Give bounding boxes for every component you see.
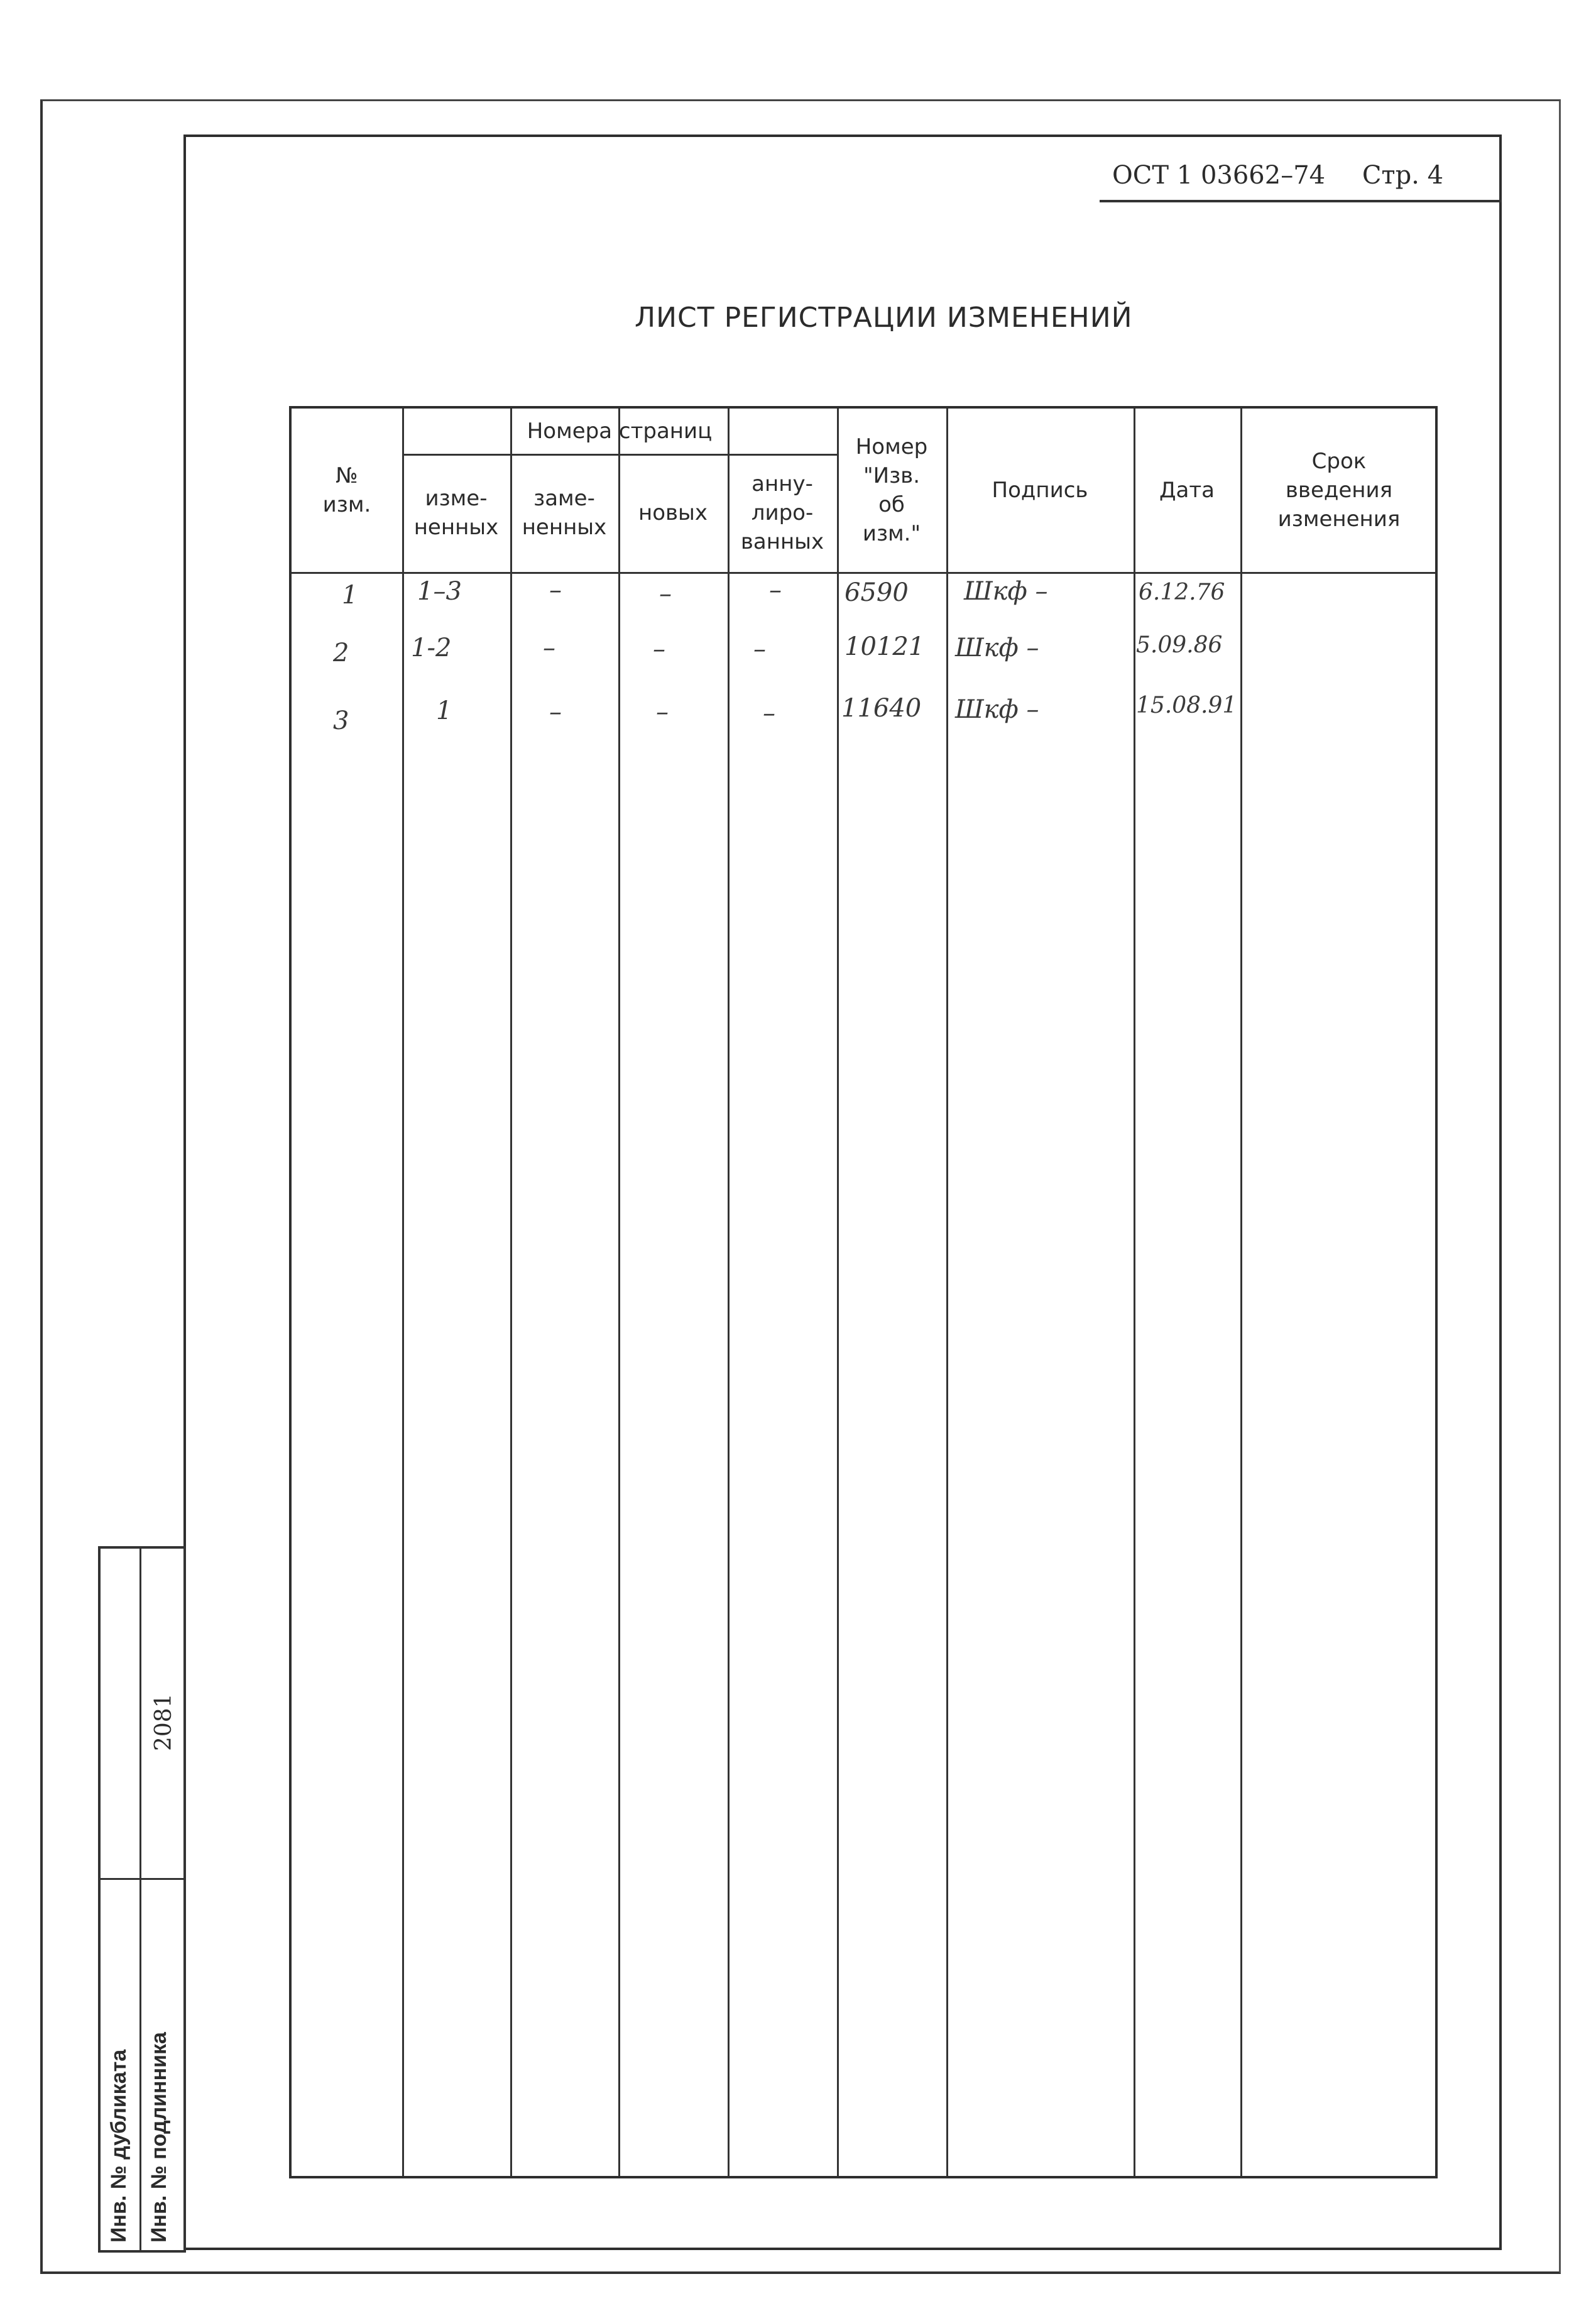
col-header-replaced: заме- ненных [522, 486, 607, 540]
col-header-new: новых [638, 500, 708, 525]
stamp-col-divider [139, 1549, 141, 2250]
page-title: ЛИСТ РЕГИСТРАЦИИ ИЗМЕНЕНИЙ [635, 302, 1133, 334]
row3-signature: Шкф – [955, 695, 1039, 724]
row1-new: – [659, 579, 672, 608]
row1-changed: 1–3 [417, 577, 462, 606]
row2-notice: 10121 [844, 632, 925, 661]
row2-annulled: – [753, 635, 766, 664]
col-divider [1134, 409, 1135, 2176]
header-bottom-line [292, 572, 1435, 574]
row2-replaced: – [543, 634, 555, 662]
page-label: Стр. 4 [1362, 161, 1444, 190]
original-inventory-label: Инв. № подлинника [147, 2032, 171, 2243]
col-header-notice: Номер "Изв. об изм." [855, 434, 928, 546]
stamp-row-divider [101, 1878, 183, 1880]
row1-signature: Шкф – [964, 577, 1048, 606]
header-underline [1100, 200, 1502, 202]
original-inventory-number: 2081 [151, 1693, 177, 1751]
row3-date: 15.08.91 [1136, 693, 1237, 718]
doc-number: ОСТ 1 03662–74 [1112, 161, 1326, 190]
row1-date: 6.12.76 [1139, 579, 1225, 605]
row2-changed: 1-2 [411, 634, 452, 662]
col-divider [402, 409, 404, 2176]
col-divider [837, 409, 839, 2176]
row3-annulled: – [763, 699, 775, 728]
col-header-changed: изме- ненных [413, 486, 499, 540]
row1-notice: 6590 [844, 578, 909, 607]
document-header [1112, 161, 1443, 190]
duplicate-inventory-label: Инв. № дубликата [107, 2049, 131, 2243]
row2-num: 2 [333, 639, 349, 667]
row2-new: – [653, 635, 665, 664]
col-header-term: Срок введения изменения [1277, 449, 1401, 532]
col-divider [1240, 409, 1242, 2176]
change-registration-table [289, 406, 1438, 2178]
row2-signature: Шкф – [955, 634, 1039, 662]
row1-num: 1 [342, 581, 358, 610]
row3-num: 3 [333, 706, 349, 735]
col-header-annulled: анну- лиро- ванных [740, 471, 824, 554]
group-header-page-numbers: Номера страниц [527, 419, 713, 444]
col-header-date: Дата [1159, 478, 1215, 503]
inventory-stamp [98, 1546, 186, 2253]
col-header-signature: Подпись [992, 478, 1088, 503]
col-divider [510, 409, 512, 2176]
col-header-num: № изм. [322, 463, 371, 517]
row3-replaced: – [549, 698, 562, 727]
row2-date: 5.09.86 [1136, 632, 1223, 658]
row3-new: – [656, 698, 669, 727]
col-divider [618, 409, 620, 2176]
row3-changed: 1 [436, 696, 452, 725]
col-divider [946, 409, 948, 2176]
row3-notice: 11640 [841, 694, 922, 723]
col-divider [728, 409, 730, 2176]
row1-replaced: – [549, 576, 562, 605]
row1-annulled: – [769, 576, 782, 605]
